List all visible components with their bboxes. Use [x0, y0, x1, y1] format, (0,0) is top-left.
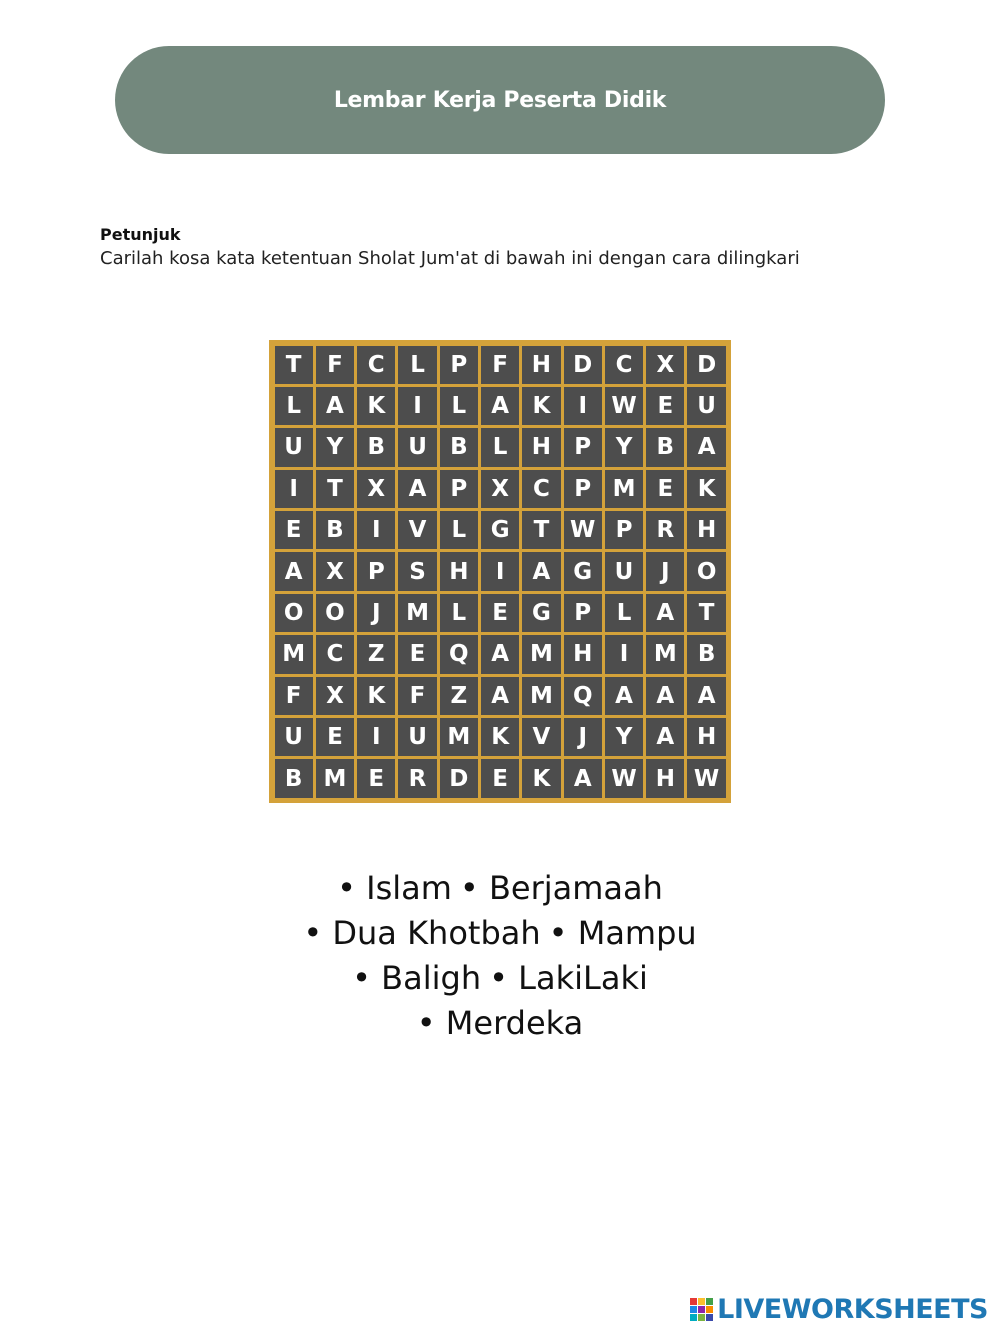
- grid-cell[interactable]: E: [481, 594, 519, 632]
- grid-cell[interactable]: H: [687, 718, 725, 756]
- grid-cell[interactable]: I: [605, 635, 643, 673]
- grid-cell[interactable]: L: [398, 346, 436, 384]
- grid-cell[interactable]: D: [564, 346, 602, 384]
- grid-cell[interactable]: U: [687, 387, 725, 425]
- grid-cell[interactable]: B: [646, 428, 684, 466]
- logo-square: [698, 1314, 705, 1321]
- grid-cell[interactable]: V: [398, 511, 436, 549]
- grid-cell[interactable]: L: [605, 594, 643, 632]
- worksheet-title: Lembar Kerja Peserta Didik: [333, 87, 667, 113]
- word-list: [0, 866, 1000, 1046]
- grid-cell[interactable]: K: [357, 387, 395, 425]
- grid-cell[interactable]: K: [481, 718, 519, 756]
- grid-cell[interactable]: P: [440, 346, 478, 384]
- grid-cell[interactable]: M: [646, 635, 684, 673]
- logo-square: [698, 1306, 705, 1313]
- grid-cell[interactable]: X: [481, 470, 519, 508]
- word-list-item: • Merdeka: [416, 1004, 584, 1042]
- liveworksheets-watermark: [690, 1294, 988, 1325]
- logo-square: [706, 1314, 713, 1321]
- grid-cell[interactable]: B: [357, 428, 395, 466]
- word-list-item: • Mampu: [548, 914, 697, 952]
- grid-cell[interactable]: E: [275, 511, 313, 549]
- word-list-item: • Baligh: [352, 959, 482, 997]
- grid-cell[interactable]: L: [481, 428, 519, 466]
- grid-cell[interactable]: I: [564, 387, 602, 425]
- grid-cell[interactable]: O: [687, 552, 725, 590]
- grid-cell[interactable]: H: [646, 759, 684, 797]
- grid-cell[interactable]: M: [398, 594, 436, 632]
- word-list-line: [0, 1001, 1000, 1046]
- grid-cell[interactable]: B: [316, 511, 354, 549]
- grid-cell[interactable]: G: [481, 511, 519, 549]
- grid-cell[interactable]: U: [605, 552, 643, 590]
- word-list-item: • Berjamaah: [459, 869, 663, 907]
- grid-cell[interactable]: L: [440, 511, 478, 549]
- grid-cell[interactable]: B: [440, 428, 478, 466]
- grid-cell[interactable]: A: [481, 635, 519, 673]
- grid-cell[interactable]: C: [605, 346, 643, 384]
- grid-cell[interactable]: R: [398, 759, 436, 797]
- grid-cell[interactable]: D: [687, 346, 725, 384]
- grid-cell[interactable]: C: [522, 470, 560, 508]
- grid-cell[interactable]: S: [398, 552, 436, 590]
- liveworksheets-logo-icon: [690, 1298, 713, 1321]
- instructions-heading: Petunjuk: [100, 225, 181, 244]
- header-banner: [115, 46, 885, 154]
- grid-cell[interactable]: R: [646, 511, 684, 549]
- word-search-puzzle: [269, 340, 731, 803]
- grid-cell[interactable]: H: [564, 635, 602, 673]
- grid-cell[interactable]: H: [687, 511, 725, 549]
- grid-cell[interactable]: P: [564, 594, 602, 632]
- grid-cell[interactable]: M: [275, 635, 313, 673]
- grid-cell[interactable]: G: [564, 552, 602, 590]
- grid-cell[interactable]: U: [398, 718, 436, 756]
- grid-cell[interactable]: P: [605, 511, 643, 549]
- grid-cell[interactable]: A: [481, 387, 519, 425]
- grid-cell[interactable]: A: [481, 677, 519, 715]
- grid-cell[interactable]: A: [687, 428, 725, 466]
- grid-cell[interactable]: P: [564, 428, 602, 466]
- grid-cell[interactable]: X: [357, 470, 395, 508]
- grid-cell[interactable]: L: [440, 594, 478, 632]
- grid-cell[interactable]: G: [522, 594, 560, 632]
- grid-cell[interactable]: I: [275, 470, 313, 508]
- grid-cell[interactable]: Y: [605, 428, 643, 466]
- grid-cell[interactable]: A: [316, 387, 354, 425]
- grid-cell[interactable]: E: [398, 635, 436, 673]
- grid-cell[interactable]: A: [275, 552, 313, 590]
- instructions-text: Carilah kosa kata ketentuan Sholat Jum'at di bawah ini dengan cara dilingkari: [100, 248, 800, 269]
- grid-cell[interactable]: D: [440, 759, 478, 797]
- grid-cell[interactable]: F: [275, 677, 313, 715]
- logo-square: [690, 1314, 697, 1321]
- grid-cell[interactable]: H: [440, 552, 478, 590]
- grid-cell[interactable]: L: [275, 387, 313, 425]
- grid-cell[interactable]: M: [605, 470, 643, 508]
- grid-cell[interactable]: B: [687, 635, 725, 673]
- grid-cell[interactable]: A: [398, 470, 436, 508]
- grid-cell[interactable]: A: [687, 677, 725, 715]
- grid-cell[interactable]: J: [564, 718, 602, 756]
- grid-cell[interactable]: K: [357, 677, 395, 715]
- grid-cell[interactable]: K: [522, 387, 560, 425]
- word-list-item: • Dua Khotbah: [303, 914, 541, 952]
- word-list-item: • LakiLaki: [489, 959, 648, 997]
- grid-cell[interactable]: V: [522, 718, 560, 756]
- logo-square: [706, 1298, 713, 1305]
- grid-cell[interactable]: Q: [440, 635, 478, 673]
- grid-cell[interactable]: U: [275, 428, 313, 466]
- grid-cell[interactable]: U: [398, 428, 436, 466]
- logo-square: [690, 1306, 697, 1313]
- grid-cell[interactable]: O: [275, 594, 313, 632]
- grid-cell[interactable]: W: [605, 759, 643, 797]
- grid-cell[interactable]: M: [522, 677, 560, 715]
- grid-cell[interactable]: U: [275, 718, 313, 756]
- grid-cell[interactable]: P: [357, 552, 395, 590]
- grid-cell[interactable]: P: [564, 470, 602, 508]
- instructions: [100, 224, 920, 272]
- grid-cell[interactable]: Y: [316, 428, 354, 466]
- grid-cell[interactable]: A: [646, 594, 684, 632]
- grid-cell[interactable]: X: [646, 346, 684, 384]
- grid-cell[interactable]: O: [316, 594, 354, 632]
- grid-cell[interactable]: E: [357, 759, 395, 797]
- grid-cell[interactable]: H: [522, 428, 560, 466]
- grid-cell[interactable]: E: [316, 718, 354, 756]
- grid-cell[interactable]: A: [564, 759, 602, 797]
- logo-square: [690, 1298, 697, 1305]
- grid-cell[interactable]: C: [316, 635, 354, 673]
- grid-cell[interactable]: T: [275, 346, 313, 384]
- watermark-text: LIVEWORKSHEETS: [717, 1294, 988, 1325]
- grid-cell[interactable]: T: [687, 594, 725, 632]
- word-list-line: [0, 911, 1000, 956]
- grid-cell[interactable]: K: [522, 759, 560, 797]
- grid-cell[interactable]: M: [440, 718, 478, 756]
- grid-cell[interactable]: E: [481, 759, 519, 797]
- grid-cell[interactable]: J: [646, 552, 684, 590]
- grid-cell[interactable]: B: [275, 759, 313, 797]
- word-list-line: [0, 866, 1000, 911]
- grid-cell[interactable]: C: [357, 346, 395, 384]
- grid-cell[interactable]: T: [522, 511, 560, 549]
- grid-cell[interactable]: W: [687, 759, 725, 797]
- grid-cell[interactable]: K: [687, 470, 725, 508]
- grid-cell[interactable]: I: [357, 718, 395, 756]
- grid-cell[interactable]: A: [522, 552, 560, 590]
- grid-cell[interactable]: I: [481, 552, 519, 590]
- grid-cell[interactable]: F: [481, 346, 519, 384]
- grid-cell[interactable]: T: [316, 470, 354, 508]
- grid-cell[interactable]: X: [316, 552, 354, 590]
- grid-cell[interactable]: M: [522, 635, 560, 673]
- logo-square: [706, 1306, 713, 1313]
- grid-cell[interactable]: Z: [357, 635, 395, 673]
- grid-cell[interactable]: A: [646, 677, 684, 715]
- grid-cell[interactable]: Y: [605, 718, 643, 756]
- grid-cell[interactable]: I: [398, 387, 436, 425]
- grid-cell[interactable]: F: [316, 346, 354, 384]
- grid-cell[interactable]: F: [398, 677, 436, 715]
- grid-cell[interactable]: L: [440, 387, 478, 425]
- word-search-grid: [273, 344, 727, 799]
- grid-cell[interactable]: M: [316, 759, 354, 797]
- grid-cell[interactable]: W: [564, 511, 602, 549]
- grid-cell[interactable]: E: [646, 387, 684, 425]
- grid-cell[interactable]: Z: [440, 677, 478, 715]
- logo-square: [698, 1298, 705, 1305]
- word-list-line: [0, 956, 1000, 1001]
- grid-cell[interactable]: H: [522, 346, 560, 384]
- grid-cell[interactable]: X: [316, 677, 354, 715]
- grid-cell[interactable]: A: [605, 677, 643, 715]
- grid-cell[interactable]: A: [646, 718, 684, 756]
- grid-cell[interactable]: W: [605, 387, 643, 425]
- grid-cell[interactable]: P: [440, 470, 478, 508]
- grid-cell[interactable]: Q: [564, 677, 602, 715]
- word-list-item: • Islam: [337, 869, 452, 907]
- grid-cell[interactable]: I: [357, 511, 395, 549]
- grid-cell[interactable]: E: [646, 470, 684, 508]
- grid-cell[interactable]: J: [357, 594, 395, 632]
